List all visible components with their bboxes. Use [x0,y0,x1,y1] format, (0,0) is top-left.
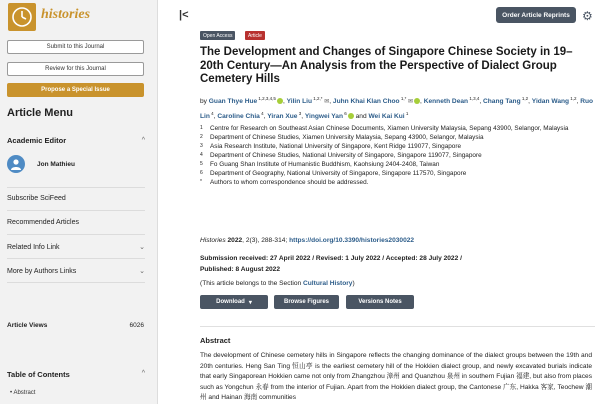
browse-figures-button[interactable]: Browse Figures [274,295,339,309]
academic-editor-header[interactable] [7,136,145,145]
affiliation-number: 5 [200,161,203,167]
download-label: Download [216,299,245,305]
author-affiliation-ref: 4 [209,111,214,117]
toc-item-label: Abstract [13,390,36,396]
author-name[interactable]: Kenneth Dean [423,98,469,106]
author-affiliation-ref: 1,3,4 [468,96,480,101]
publication-dates [200,254,462,275]
orcid-icon[interactable] [414,98,420,104]
chevron-down-icon: ⌄ [139,244,145,251]
affiliation-item [200,169,595,178]
propose-special-issue-button[interactable]: Propose a Special Issue [7,83,144,97]
toc-item-abstract[interactable]: • Abstract [10,390,36,396]
journal-logo[interactable] [8,3,36,31]
citation-year: 2022 [227,237,243,244]
affiliation-text: Department of Chinese Studies, Xiamen University Malaysia, Sepang 43900, Selangor, Malaysia [210,134,484,141]
sidebar-item-related-info[interactable] [7,243,145,251]
chevron-down-icon: ⌄ [139,268,145,275]
versions-notes-button[interactable]: Versions Notes [346,295,414,309]
gear-icon[interactable]: ⚙ [582,9,593,23]
chevron-up-icon[interactable]: ^ [141,137,145,144]
doi-link[interactable]: https://doi.org/10.3390/histories2030022 [289,237,415,244]
sidebar-item-label: Subscribe SciFeed [7,195,66,202]
abstract-title: Abstract [200,336,231,345]
order-reprints-button[interactable]: Order Article Reprints [496,7,576,23]
submit-button[interactable]: Submit to this Journal [7,40,144,54]
author-affiliation-ref: 1,2 [520,96,529,101]
author-affiliation-ref: 1 [404,111,409,117]
abstract-text: The development of Chinese cemetery hills in Singapore reflects the changing dominance of the dialect groups between the 19th and 20th centuries. Heng San Ting 恒山亭 is the earliest cemetery hill of the Hokkien dialect group, and newly excavated burials indicate that early Singaporean Hokkien came not only from Zhangzhou 漳州 and Quanzhou 泉州 in southern Fujian 福建, but also from places such as Yongchun 永春 from the interior of Fujian. Apart from the Hokkien dialect group, the Cantonese 广东, Hakka 客家, Teochew 潮州 and Hainan 海南 communities [200,352,592,401]
mail-icon[interactable]: ✉ [322,99,330,106]
author-affiliation-ref: 1,2,* [312,96,323,101]
clock-icon [11,6,33,28]
article-title: The Development and Changes of Singapore Chinese Society in 19–20th Century—An Analysis from the Perspective of Dialect Group Cemetery Hills [200,46,573,85]
journal-name[interactable]: histories [41,7,91,22]
article-type-badge: Article [245,31,265,40]
affiliation-text: Asia Research Institute, National University of Singapore, Kent Ridge 119077, Singapore [210,143,462,150]
affiliation-number: 4 [200,152,203,158]
dates-line: Submission received: 27 April 2022 / Revised: 1 July 2022 / Accepted: 28 July 2022 / [200,255,462,262]
divider [200,326,595,327]
review-button[interactable]: Review for this Journal [7,62,144,76]
sidebar-item-scifeed[interactable] [7,195,145,202]
affiliation-text: Department of Geography, National University of Singapore, Singapore 117570, Singapore [210,170,467,177]
author-affiliation-ref: 4 [259,111,264,117]
sidebar-item-more-by-authors[interactable] [7,267,145,275]
section-note [200,280,355,287]
affiliation-item [200,124,595,133]
author-affiliation-ref: 6 [343,111,347,117]
author-name[interactable]: Yiran Xue [267,113,298,121]
affiliation-list [200,124,595,187]
affiliation-item [200,142,595,151]
orcid-icon[interactable] [277,98,283,104]
divider [7,210,145,211]
author-list: by Guan Thye Hue $^{1,2,3,4,5}$ , Yilin Liu $^{1,2,*}$ ✉, Juhn Khai Klan Choo $^{1,*}$ ✉ , Kenneth Dean $^{1,3,4}$, Chang Tang $^{1,2}$, Yidan Wang $^{1,2}$, Ruo Lin $^4$, Caroline Chia $^4$, Yiran Xue $^3$, Yingwei Yan $^6$ and Wei Kai Kui $^1$ [200,96,594,121]
affiliation-number: 2 [200,134,203,140]
article-views [7,322,144,329]
affiliation-number: * [200,179,202,185]
article-views-label: Article Views [7,322,48,329]
open-access-badge: Open Access [200,31,235,40]
divider [7,234,145,235]
author-affiliation-ref: 1,2,3,4,5 [257,96,276,101]
affiliation-text: Department of Chinese Studies, National University of Singapore, Singapore 119077, Singapore [210,152,482,159]
sidebar-item-label: Recommended Articles [7,219,79,226]
article-menu-title: Article Menu [7,107,74,119]
affiliation-text: Centre for Research on Southeast Asian Chinese Documents, Xiamen University Malaysia, Sepang 43900, Selangor, Malaysia [210,125,569,132]
download-button[interactable] [200,295,268,309]
author-name[interactable]: Yilin Liu [286,98,313,106]
author-name[interactable]: Caroline Chia [217,113,260,121]
author-name[interactable]: Yidan Wang [531,98,570,106]
affiliation-item [200,160,595,169]
citation-journal: Histories [200,237,226,244]
section-note-suffix: ) [352,280,355,287]
dates-line: Published: 8 August 2022 [200,265,280,273]
editor-card[interactable] [7,155,75,173]
citation [200,237,414,244]
authors-by: by [200,98,209,106]
author-name[interactable]: Yingwei Yan [304,113,344,121]
author-affiliation-ref: 1,2 [569,96,577,101]
sidebar-item-label: More by Authors Links [7,267,77,275]
divider [7,187,145,188]
toc-title: Table of Contents [7,370,70,379]
editor-name[interactable]: Jon Mathieu [37,160,75,168]
collapse-sidebar-icon[interactable]: |< [179,9,189,21]
user-icon [9,157,23,171]
author-affiliation-ref: 3 [297,111,302,117]
citation-volume: , 2(3), 288-314; [242,237,288,244]
sidebar-item-recommended[interactable] [7,219,145,226]
article-views-count: 6026 [129,322,144,329]
mail-icon[interactable]: ✉ [406,99,414,106]
authors-and: and [353,113,369,121]
affiliation-item [200,133,595,142]
avatar [7,155,25,173]
section-link[interactable]: Cultural History [303,280,353,287]
sidebar-item-label: Related Info Link [7,243,60,251]
affiliation-number: 6 [200,170,203,176]
divider [7,258,145,259]
section-note-prefix: (This article belongs to the Section [200,280,303,287]
toc-header[interactable] [7,370,145,379]
affiliation-text: Authors to whom correspondence should be addressed. [210,179,369,186]
author-name[interactable]: Juhn Khai Klan Choo [332,98,400,106]
author-name[interactable]: Guan Thye Hue [208,98,258,106]
affiliation-item [200,178,595,187]
affiliation-number: 3 [200,143,203,149]
sidebar [0,0,158,404]
author-name[interactable]: Ruo Lin [200,98,594,121]
affiliation-number: 1 [200,125,203,131]
author-name[interactable]: Chang Tang [483,98,521,106]
affiliation-item [200,151,595,160]
divider [7,282,145,283]
author-name[interactable]: Wei Kai Kui [368,113,405,121]
chevron-down-icon: ▾ [248,299,252,306]
academic-editor-title: Academic Editor [7,136,67,145]
affiliation-text: Fo Guang Shan Institute of Humanistic Buddhism, Kaohsiung 2404-2408, Taiwan [210,161,440,168]
author-affiliation-ref: 1,* [399,96,407,101]
chevron-up-icon[interactable]: ^ [141,370,145,377]
